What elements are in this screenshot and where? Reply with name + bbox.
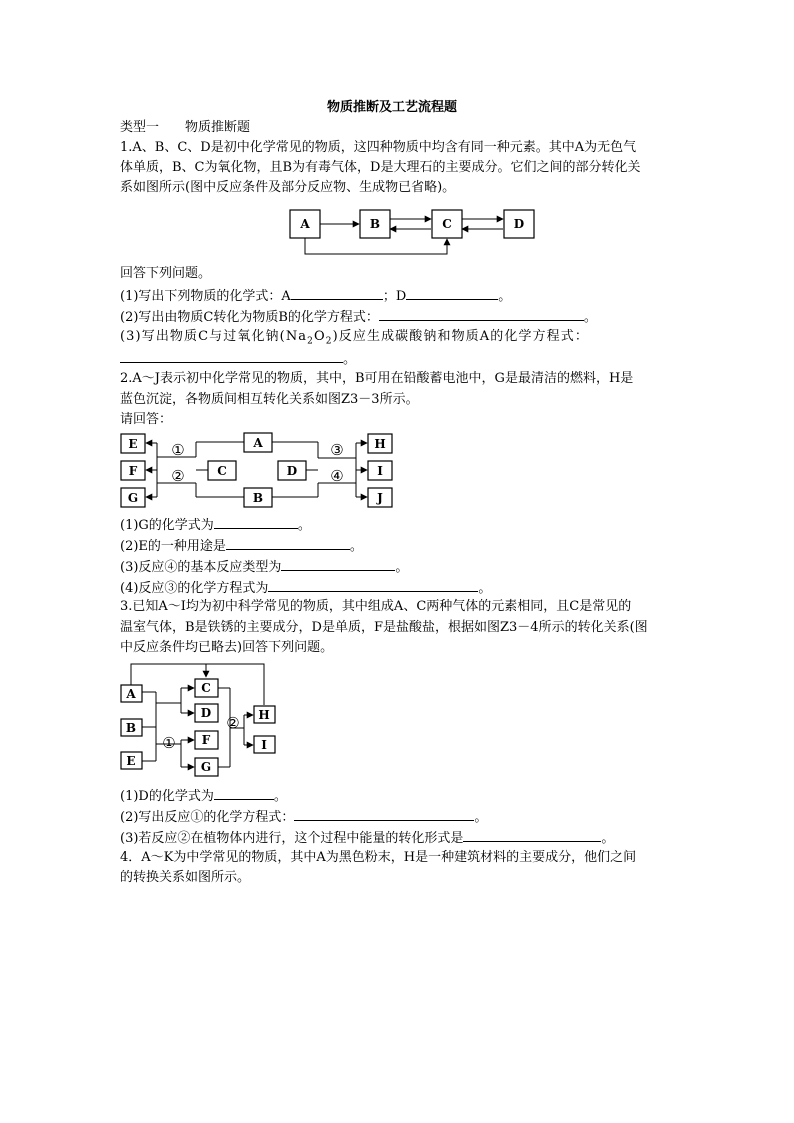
q3-node-d — [195, 704, 218, 722]
q1-sub1: (1)写出下列物质的化学式：A ；D 。 — [120, 285, 511, 307]
q1-text-line3: 系如图所示(图中反应条件及部分反应物、生成物已省略)。 — [120, 180, 456, 195]
q1-text-line2: 体单质，B、C为氧化物，且B为有毒气体，D是大理石的主要成分。它们之间的部分转化关 — [120, 160, 641, 175]
svg-text:B: B — [252, 491, 264, 505]
q2-sub4: (4)反应③的化学方程式为 。 — [120, 577, 491, 599]
q3-sub1: (1)D的化学式为 。 — [120, 785, 287, 807]
q3-reaction-2: ② — [226, 714, 240, 732]
svg-text:H: H — [374, 437, 386, 451]
svg-text:F: F — [128, 464, 138, 478]
q3-node-i — [254, 736, 275, 753]
svg-text:I: I — [261, 738, 267, 752]
q2-reaction-2: ② — [171, 467, 185, 485]
q3-sub3: (3)若反应②在植物体内进行，这个过程中能量的转化形式是 。 — [120, 827, 614, 849]
svg-text:C: C — [217, 464, 227, 478]
svg-text:F: F — [201, 733, 211, 747]
q4-text-line1: 4．A～K为中学常见的物质，其中A为黑色粉末，H是一种建筑材料的主要成分，他们之间 — [120, 850, 637, 865]
q2-text-line2: 蓝色沉淀，各物质间相互转化关系如图Z3－3所示。 — [120, 392, 419, 407]
q1-answer-intro: 回答下列问题。 — [120, 266, 212, 281]
q3-node-b — [121, 719, 142, 736]
q3-node-a — [121, 685, 142, 702]
q3-answer-blank-3[interactable] — [463, 827, 601, 842]
q1-sub3-answer: 。 — [120, 348, 356, 370]
q2-reaction-1: ① — [171, 441, 185, 459]
q3-node-f — [195, 731, 218, 749]
svg-text:G: G — [200, 760, 212, 774]
svg-text:A: A — [126, 687, 136, 701]
svg-text:I: I — [377, 464, 383, 478]
svg-text:B: B — [125, 721, 137, 735]
q2-sub3: (3)反应④的基本反应类型为 。 — [120, 556, 408, 578]
q1-text-line1: 1.A、B、C、D是初中化学常见的物质，这四种物质中均含有同一种元素。其中A为无色气 — [120, 140, 637, 155]
q2-reaction-4: ④ — [330, 467, 344, 485]
q4-text-line2: 的转换关系如图所示。 — [120, 870, 251, 885]
svg-text:E: E — [128, 437, 138, 451]
q3-node-e — [121, 752, 142, 769]
q3-node-c — [195, 679, 218, 697]
svg-text:A: A — [253, 436, 263, 450]
q2-prompt: 请回答： — [120, 412, 173, 427]
q3-text-line1: 3.已知A～I均为初中科学常见的物质，其中组成A、C两种气体的元素相同，且C是常见的 — [120, 599, 632, 614]
q3-reaction-1: ① — [162, 734, 176, 752]
type-heading: 类型一 物质推断题 — [120, 120, 251, 135]
q2-sub2: (2)E的一种用途是 。 — [120, 535, 363, 557]
svg-text:D: D — [513, 217, 525, 231]
q3-node-h — [254, 706, 275, 723]
q3-text-line2: 温室气体，B是铁锈的主要成分，D是单质，F是盐酸盐，根据如图Z3－4所示的转化关系(图 — [120, 620, 648, 635]
svg-text:H: H — [258, 708, 270, 722]
svg-text:J: J — [377, 491, 383, 505]
svg-text:D: D — [286, 464, 298, 478]
svg-text:C: C — [442, 217, 452, 231]
svg-text:D: D — [200, 706, 212, 720]
q3-answer-blank-1[interactable] — [214, 785, 274, 800]
q2-reaction-3: ③ — [330, 441, 344, 459]
q3-text-line3: 中反应条件均已略去)回答下列问题。 — [120, 640, 334, 655]
q3-node-g — [195, 758, 218, 776]
q3-answer-blank-2[interactable] — [294, 806, 474, 821]
q2-text-line1: 2.A～J表示初中化学常见的物质，其中，B可用在铅酸蓄电池中，G是最清洁的燃料，H是 — [120, 371, 634, 386]
q1-sub2: (2)写出由物质C转化为物质B的化学方程式： 。 — [120, 306, 597, 328]
svg-text:A: A — [300, 217, 310, 231]
q3-sub2: (2)写出反应①的化学方程式： 。 — [120, 806, 487, 828]
q2-sub1: (1)G的化学式为 。 — [120, 514, 311, 536]
document-title: 物质推断及工艺流程题 — [327, 100, 458, 115]
svg-text:B: B — [369, 217, 381, 231]
q1-sub3: (3)写出物质C与过氧化钠$(Na_2O_2)$反应生成碳酸钠和物质A的化学方程式： — [120, 329, 589, 347]
svg-text:C: C — [201, 681, 211, 695]
svg-text:G: G — [127, 491, 139, 505]
svg-text:E: E — [126, 754, 136, 768]
